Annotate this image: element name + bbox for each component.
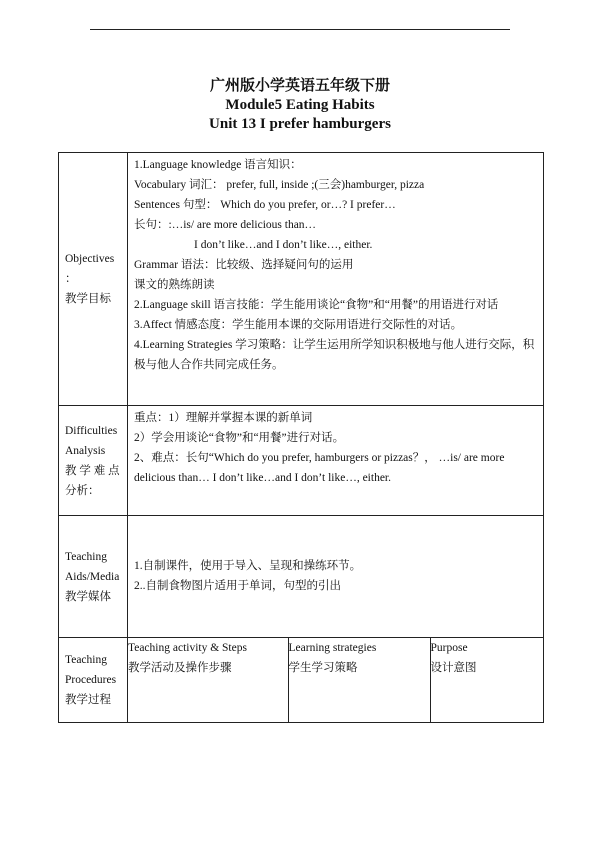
- aids-row: [59, 516, 544, 638]
- aids-label: Teaching Aids/Media 教学媒体: [59, 516, 128, 638]
- aid-line: 1.自制课件，使用于导入、呈现和操练环节。: [134, 559, 362, 572]
- column-purpose: Purpose 设计意图: [430, 638, 544, 722]
- objective-line: 2.Language skill 语言技能：学生能用谈论“食物”和“用餐”的用语进行对话: [134, 299, 499, 311]
- lesson-plan-table: [58, 152, 544, 723]
- objectives-content: [128, 153, 544, 406]
- objective-line: 4.Learning Strategies 学习策略：让学生运用所学知识积极地与他人进行交际，积极与他人合作共同完成任务。: [134, 339, 535, 371]
- objective-line: I don’t like…and I don’t like…, either.: [194, 239, 373, 251]
- procedures-row: [59, 638, 544, 723]
- column-teaching-activity: Teaching activity & Steps 教学活动及操作步骤: [128, 642, 247, 674]
- objective-line: Sentences 句型： Which do you prefer, or…? I prefer…: [134, 199, 396, 211]
- objective-line: Grammar 语法：比较级、选择疑问句的运用: [134, 259, 354, 271]
- document-title: 广州版小学英语五年级下册: [209, 78, 390, 94]
- header-rule: [90, 29, 510, 30]
- aids-content: [128, 516, 544, 638]
- objective-line: 长句：:…is/ are more delicious than…: [134, 219, 317, 231]
- unit-title: Unit 13 I prefer hamburgers: [209, 116, 391, 132]
- objective-line: 课文的熟练朗读: [134, 279, 215, 291]
- difficulty-line: 2）学会用谈论“食物”和“用餐”进行对话。: [134, 432, 345, 444]
- module-title: Module5 Eating Habits: [225, 97, 375, 113]
- objectives-label: Objectives ： 教学目标: [59, 153, 128, 406]
- objectives-row: [59, 153, 544, 406]
- procedures-columns: [128, 638, 544, 723]
- difficulties-content: [128, 406, 544, 516]
- objective-line: 1.Language knowledge 语言知识：: [134, 159, 302, 171]
- difficulties-row: [59, 406, 544, 516]
- procedures-label: Teaching Procedures 教学过程: [59, 638, 128, 723]
- objective-line: Vocabulary 词汇： prefer, full, inside ;(三会)hamburger, pizza: [134, 179, 425, 191]
- difficulty-line: 重点：1）理解并掌握本课的新单词: [134, 412, 313, 424]
- difficulty-line: 2、难点：长句“Which do you prefer, hamburgers or pizzas？， …is/ are more delicious than… I don’t like…and I don’t like…, either.: [134, 452, 505, 484]
- procedures-inner-table: [128, 638, 544, 722]
- aid-line: 2..自制食物图片适用于单词，句型的引出: [134, 579, 341, 592]
- difficulties-label: Difficulties Analysis 教 学 难 点 分析：: [59, 406, 128, 516]
- column-learning-strategies: Learning strategies 学生学习策略: [288, 638, 430, 722]
- objective-line: 3.Affect 情感态度：学生能用本课的交际用语进行交际性的对话。: [134, 319, 463, 331]
